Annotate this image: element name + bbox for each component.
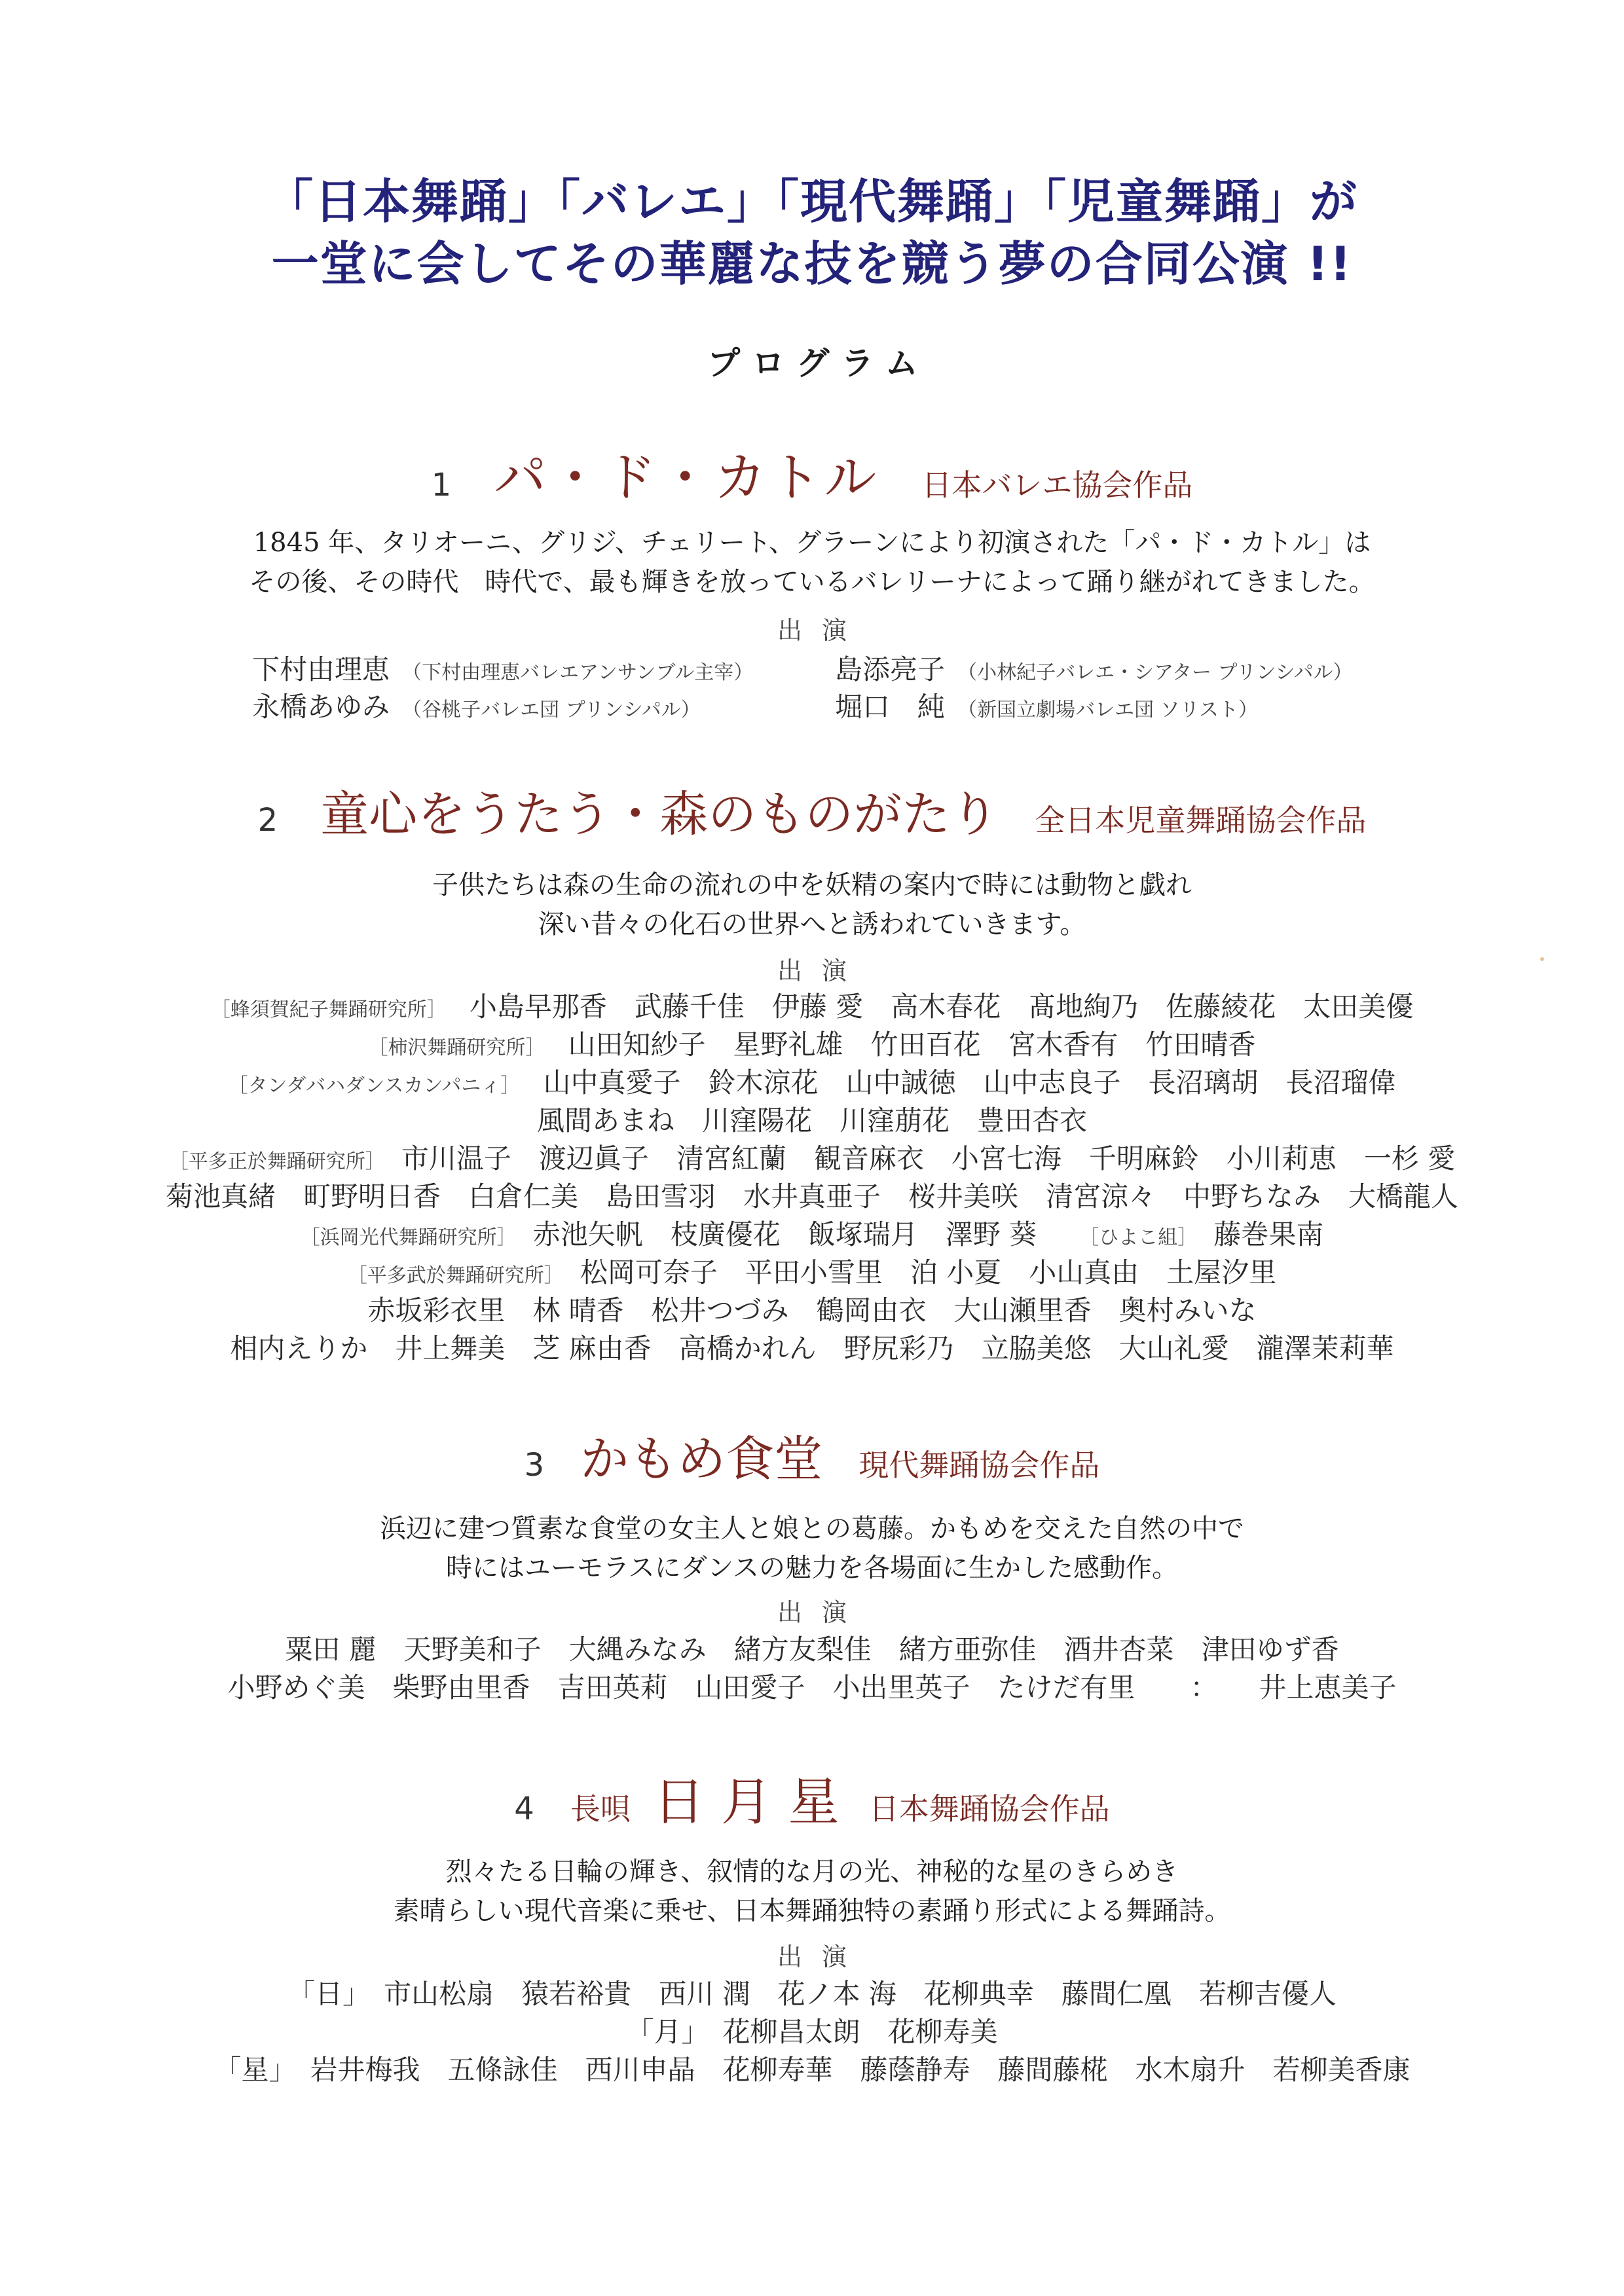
piece-1-number: 1 xyxy=(431,467,452,503)
piece-4-number: 4 xyxy=(514,1791,534,1827)
piece-3-association: 現代舞踊協会作品 xyxy=(858,1448,1100,1483)
piece-2-number: 2 xyxy=(257,802,278,839)
piece-3-description-1: 浜辺に建つ質素な食堂の女主人と娘との葛藤。かもめを交えた自然の中で xyxy=(380,1514,1244,1544)
piece-1-association: 日本バレエ協会作品 xyxy=(921,467,1193,503)
cast-line: 菊池真緒 町野明日香 白倉仁美 島田雪羽 水井真亜子 桜井美咲 清宮涼々 中野ちなみ 大橋龍人 xyxy=(165,1180,1458,1212)
piece-3-number: 3 xyxy=(524,1447,545,1484)
cast-line: 赤坂彩衣里 林 晴香 松井つづみ 鶴岡由衣 大山瀬里香 奥村みいな xyxy=(367,1294,1257,1326)
cast-entry: 永橋あゆみ （谷桃子バレエ団 プリンシパル） xyxy=(252,691,701,723)
cast-line: 相内えりか 井上舞美 芝 麻由香 高橋かれん 野尻彩乃 立脇美悠 大山礼愛 瀧澤茉莉華 xyxy=(230,1332,1394,1364)
cast-line: 「月」 花柳昌太朗 花柳寿美 xyxy=(626,2016,998,2048)
piece-3-title: かもめ食堂 xyxy=(580,1431,823,1487)
piece-4-description-2: 素晴らしい現代音楽に乗せ、日本舞踊独特の素踊り形式による舞踊詩。 xyxy=(393,1896,1231,1926)
piece-4-title: 日 月 星 xyxy=(654,1773,840,1832)
cast-entry: 下村由理恵 （下村由理恵バレエアンサンブル主宰） xyxy=(252,653,754,685)
cast-line: 粟田 麗 天野美和子 大縄みなみ 緒方友梨佳 緒方亜弥佳 酒井杏菜 津田ゆず香 xyxy=(285,1633,1339,1666)
piece-4-header xyxy=(0,1761,1624,1834)
piece-2-header xyxy=(0,776,1624,845)
piece-1-cast-heading: 出演 xyxy=(777,616,866,645)
cast-line: ［柿沢舞踊研究所］ 山田知紗子 星野礼雄 竹田百花 宮木香有 竹田晴香 xyxy=(368,1029,1256,1061)
cast-line: ［平多武於舞踊研究所］ 松岡可奈子 平田小雪里 泊 小夏 小山真由 土屋汐里 xyxy=(347,1256,1277,1288)
cast-line: ［浜岡光代舞踊研究所］ 赤池矢帆 枝廣優花 飯塚瑞月 澤野 葵 ［ひよこ組］ 藤巻果南 xyxy=(300,1218,1324,1250)
cast-line: ［平多正於舞踊研究所］ 市川温子 渡辺眞子 清宮紅蘭 観音麻衣 小宮七海 千明麻鈴 小川莉恵 一杉 愛 xyxy=(168,1142,1456,1175)
piece-3-description-2: 時にはユーモラスにダンスの魅力を各場面に生かした感動作。 xyxy=(446,1553,1178,1583)
cast-line: 風間あまね 川窪陽花 川窪萠花 豊田杏衣 xyxy=(536,1104,1087,1137)
piece-4-description-1: 烈々たる日輪の輝き、叙情的な月の光、神秘的な星のきらめき xyxy=(445,1857,1179,1887)
piece-1-title: パ・ド・カトル xyxy=(494,447,879,508)
program-title: プログラム xyxy=(707,344,930,382)
cast-line: ［蜂須賀紀子舞踊研究所］ 小島早那香 武藤千佳 伊藤 愛 高木春花 髙地絢乃 佐藤綾花 太田美優 xyxy=(210,991,1414,1023)
piece-1-description-1: 1845 年、タリオーニ、グリジ、チェリート、グラーンにより初演された「パ・ド・カトル」は xyxy=(253,528,1371,558)
headline-line-2: 一堂に会してその華麗な技を競う夢の合同公演 !! xyxy=(271,236,1353,291)
decorative-dot xyxy=(1540,957,1544,961)
piece-2-title: 童心をうたう・森のものがたり xyxy=(320,786,999,843)
cast-entry: 堀口 純 （新国立劇場バレエ団 ソリスト） xyxy=(835,691,1259,723)
piece-4-association: 日本舞踊協会作品 xyxy=(868,1791,1110,1827)
cast-line: 小野めぐ美 柴野由里香 吉田英莉 山田愛子 小出里英子 たけだ有里 ： 井上恵美子 xyxy=(227,1671,1397,1704)
cast-line: 「星」 岩井梅我 五條詠佳 西川申晶 花柳寿華 藤蔭静寿 藤間藤椛 水木扇升 若柳美香康 xyxy=(213,2054,1411,2086)
piece-2-association: 全日本児童舞踊協会作品 xyxy=(1035,803,1367,838)
piece-2-description-2: 深い昔々の化石の世界へと誘われていきます。 xyxy=(538,909,1086,939)
piece-1-description-2: その後、その時代 時代で、最も輝きを放っているバレリーナによって踊り継がれてきました。 xyxy=(249,567,1375,597)
piece-3-cast-heading: 出演 xyxy=(777,1598,866,1627)
piece-4-cast-heading: 出演 xyxy=(777,1942,866,1971)
piece-4-prefix: 長唄 xyxy=(570,1791,631,1827)
cast-entry: 島添亮子 （小林紀子バレエ・シアター プリンシパル） xyxy=(835,653,1353,685)
piece-2-cast-heading: 出演 xyxy=(777,957,866,985)
cast-line: ［タンダバハダンスカンパニィ］ 山中真愛子 鈴木涼花 山中誠徳 山中志良子 長沼璃胡 長沼瑠偉 xyxy=(228,1066,1396,1099)
piece-2-description-1: 子供たちは森の生命の流れの中を妖精の案内で時には動物と戯れ xyxy=(432,870,1192,900)
headline-line-1: 「日本舞踊」「バレエ」「現代舞踊」「児童舞踊」が xyxy=(265,174,1358,229)
piece-1-header xyxy=(0,435,1624,511)
cast-line: 「日」 市山松扇 猿若裕貴 西川 潤 花ノ本 海 花柳典幸 藤間仁凰 若柳吉優人 xyxy=(287,1978,1337,2010)
piece-3-header xyxy=(0,1421,1624,1490)
